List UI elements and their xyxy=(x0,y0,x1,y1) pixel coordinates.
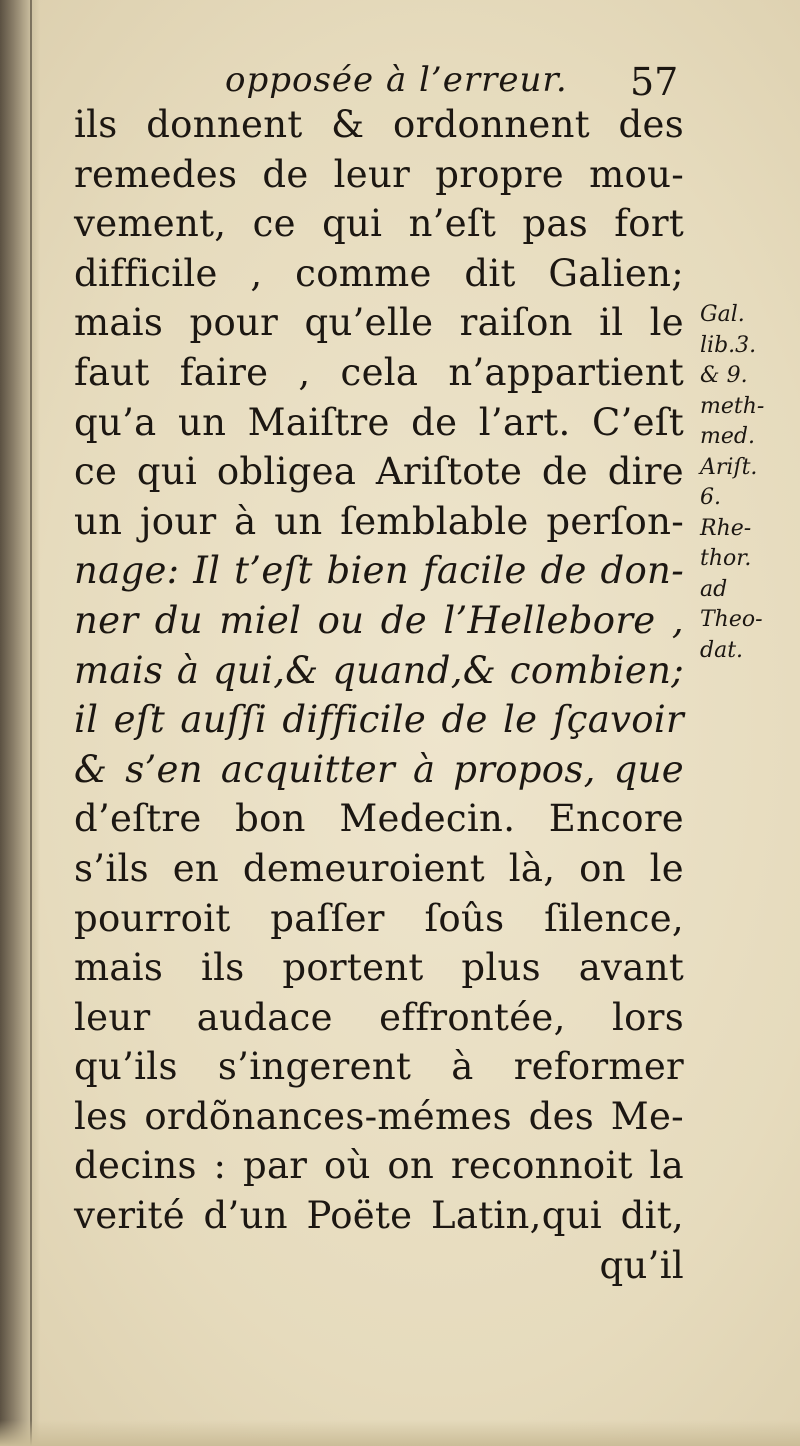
text-line: faut faire , cela n’appartient xyxy=(74,350,684,394)
text-line: d’eſtre bon Medecin. Encore xyxy=(74,797,684,841)
book-binding-shadow xyxy=(0,0,40,1446)
catchword: qu’il xyxy=(599,1243,684,1287)
text-line: nage: Il t’eſt bien facile de don- xyxy=(74,549,684,593)
body-text xyxy=(74,100,684,1290)
text-line: mais pour qu’elle raiſon il le xyxy=(74,301,684,345)
text-line: ils donnent & ordonnent des xyxy=(74,103,684,146)
margin-note: ad xyxy=(700,576,728,602)
text-line: un jour à un ſemblable perſon- xyxy=(74,499,684,543)
page-bottom-edge xyxy=(0,1420,800,1446)
margin-note: Theo- xyxy=(700,607,763,632)
text-line: s’ils en demeuroient là, on le xyxy=(74,846,684,890)
margin-note: Ariſt. xyxy=(700,454,758,480)
text-line: pourroit paſſer ſoûs ſilence, xyxy=(74,896,684,940)
text-line: mais à qui,& quand,& combien; xyxy=(74,648,684,692)
margin-note: 6. xyxy=(700,485,721,510)
gutter-line xyxy=(30,0,32,1446)
text-line: qu’ils s’ingerent à reformer xyxy=(74,1045,684,1089)
margin-note: dat. xyxy=(700,637,744,663)
margin-note: Gal. xyxy=(700,302,745,327)
text-line: les ordõnances-mémes des Me- xyxy=(74,1094,684,1138)
margin-note: med. xyxy=(700,424,755,449)
text-line: decins : par où on reconnoit la xyxy=(74,1144,684,1188)
text-line: remedes de leur propre mou- xyxy=(74,152,684,196)
text-line: vement, ce qui n’eſt pas fort xyxy=(74,202,684,246)
margin-note: thor. xyxy=(700,546,752,571)
text-line: il eſt auſſi difficile de le ſçavoir xyxy=(74,698,684,742)
text-line: ner du miel ou de l’Hellebore , xyxy=(74,598,684,642)
text-line: verité d’un Poëte Latin,qui dit, xyxy=(74,1194,684,1238)
page-number: 57 xyxy=(630,60,679,104)
margin-note: Rhe- xyxy=(700,515,752,541)
text-line: qu’a un Maiſtre de l’art. C’eſt xyxy=(74,400,684,444)
text-line: & s’en acquitter à propos, que xyxy=(74,747,684,791)
margin-note: lib.3. xyxy=(700,332,757,358)
margin-note: meth- xyxy=(700,393,765,419)
running-title: opposée à l’erreur. xyxy=(225,60,568,100)
text-line: difficile , comme dit Galien; xyxy=(74,251,684,295)
margin-note: & 9. xyxy=(700,363,748,388)
text-line: leur audace effrontée, lors xyxy=(74,995,684,1039)
marginal-citations xyxy=(700,300,790,666)
text-line: ce qui obligea Ariſtote de dire xyxy=(74,450,684,494)
text-line: mais ils portent plus avant xyxy=(74,946,684,990)
